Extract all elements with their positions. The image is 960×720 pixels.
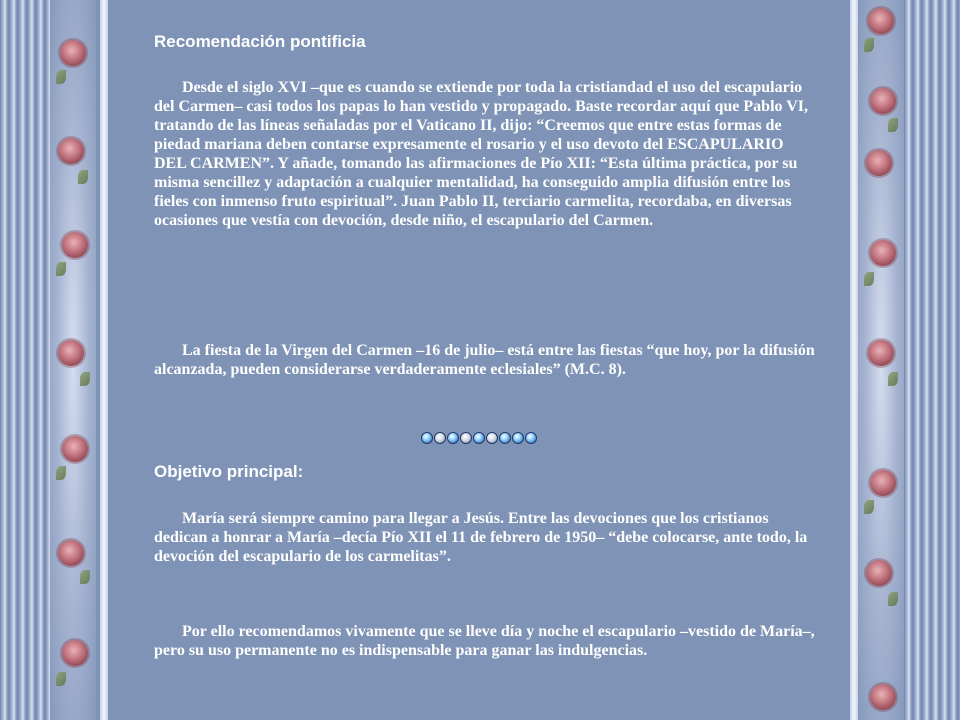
paragraph-objetivo-1: María será siempre camino para llegar a Jesús. Entre las devociones que los cristianos dedican a honrar a María –decía Pío XII el 11 de febrero de 1950– “debe colocarse, ante todo, la devoción del escapulario de los carmelitas”. xyxy=(154,510,808,565)
rose-icon xyxy=(868,8,894,34)
left-floral-border xyxy=(0,0,110,720)
rose-icon xyxy=(62,436,88,462)
rose-icon xyxy=(866,560,892,586)
rose-icon xyxy=(60,40,86,66)
paragraph-recomendacion-1: Desde el siglo XVI –que es cuando se extiende por toda la cristiandad el uso del escapulario del Carmen– casi todos los papas lo han vestido y propagado. Baste recordar aquí que Pablo VI, tratando de las líneas señaladas por el Vaticano II, dijo: “Creemos que entre estas formas de piedad mariana deben contarse expresamente el rosario y el uso devoto del ESCAPULARIO DEL CARMEN”. Y añade, tomando las afirmaciones de Pío XII: “Esta última práctica, por su misma sencillez y adaptación a cualquier mentalidad, ha conseguido amplia difusión entre los fieles con inmenso fruto espiritual”. Juan Pablo II, terciario carmelita, recordaba, en diversas ocasiones que vestía con devoción, desde niño, el escapulario del Carmen. xyxy=(154,79,809,229)
rose-icon xyxy=(870,88,896,114)
rose-icon xyxy=(870,240,896,266)
rose-icon xyxy=(58,138,84,164)
rose-icon xyxy=(62,232,88,258)
rose-icon xyxy=(870,470,896,496)
divider-ornament xyxy=(421,432,537,446)
paragraph-objetivo-2: Por ello recomendamos vivamente que se lleve día y noche el escapulario –vestido de María–, pero su uso permanente no es indispensable para ganar las indulgencias. xyxy=(154,623,815,659)
rose-icon xyxy=(866,150,892,176)
rose-icon xyxy=(62,640,88,666)
section-title-recomendacion: Recomendación pontificia xyxy=(154,32,366,51)
rose-icon xyxy=(58,340,84,366)
content-panel xyxy=(110,0,850,720)
right-floral-border xyxy=(850,0,960,720)
section-title-objetivo: Objetivo principal: xyxy=(154,462,304,481)
paragraph-recomendacion-2: La fiesta de la Virgen del Carmen –16 de julio– está entre las fiestas “que hoy, por la difusión alcanzada, pueden considerarse verdaderamente eclesiales” (M.C. 8). xyxy=(154,342,815,378)
rose-icon xyxy=(868,340,894,366)
rose-icon xyxy=(58,540,84,566)
rose-icon xyxy=(870,684,896,710)
